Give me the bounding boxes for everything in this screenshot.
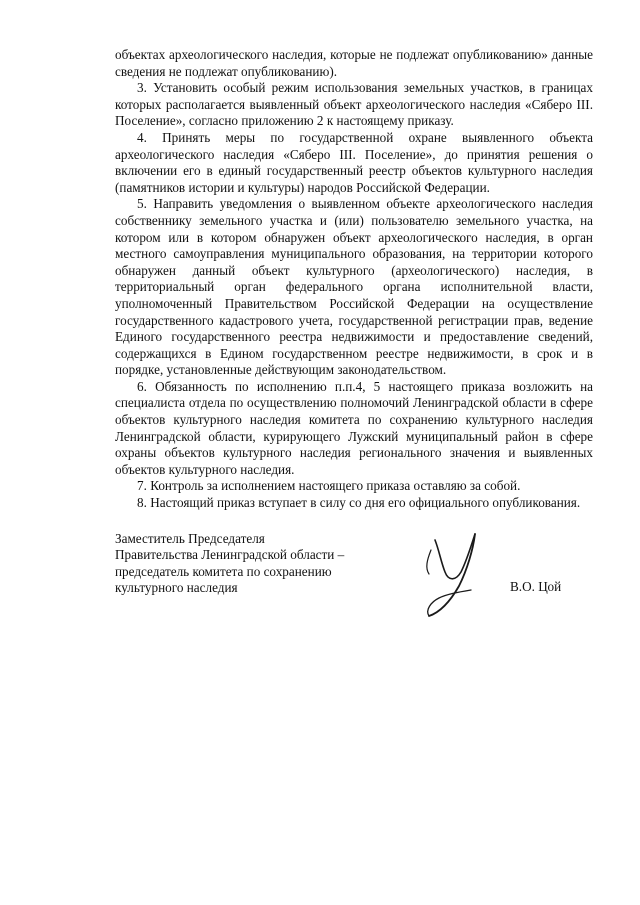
document-body: [115, 47, 593, 512]
signer-title-line: Заместитель Председателя: [115, 531, 265, 546]
signer-title: [115, 531, 375, 597]
paragraph-item-3: 3. Установить особый режим использования земельных участков, в границах которых располагается выявленный объект археологического наследия «Сяберо III. Поселение», согласно приложению 2 к настоящему приказу.: [115, 80, 593, 129]
signer-title-line: культурного наследия: [115, 580, 238, 596]
paragraph-item-8: 8. Настоящий приказ вступает в силу со дня его официального опубликования.: [137, 495, 581, 511]
paragraph-item-6: 6. Обязанность по исполнению п.п.4, 5 настоящего приказа возложить на специалиста отдела по осуществлению полномочий Ленинградской области в сфере объектов культурного наследия комитета по сохранению культурного наследия Ленинградской области, курирующего Лужский муниципальный район в сфере охраны объектов культурного наследия регионального значения и выявленных объектов культурного наследия.: [115, 378, 593, 477]
paragraph-item-5: 5. Направить уведомления о выявленном объекте археологического наследия собственнику земельного участка и (или) пользователю земельного участка, на котором или в котором обнаружен объект археологического наследия, в орган местного самоуправления муниципального образования, на территории которого обнаружен данный объект культурного (археологического) наследия, в территориальный орган федерального органа исполнительной власти, уполномоченный Правительством Российской Федерации на осуществление государственного кадастрового учета, государственной регистрации прав, ведение Единого государственного реестра недвижимости и предоставление сведений, содержащихся в Едином государственном реестре недвижимости, в срок и в порядке, установленные действующим законодательством.: [115, 196, 593, 378]
signature-block: [115, 531, 593, 611]
signer-title-line: Правительства Ленинградской области –: [115, 547, 345, 563]
paragraph-item-4: 4. Принять меры по государственной охране выявленного объекта археологического наследия «Сяберо III. Поселение», до принятия решения о включении его в единый государственный реестр объектов культурного наследия (памятников истории и культуры) народов Российской Федерации.: [115, 129, 593, 195]
signer-name: В.О. Цой: [510, 579, 562, 594]
paragraph-item-7: 7. Контроль за исполнением настоящего приказа оставляю за собой.: [137, 478, 521, 494]
paragraph-continuation: объектах археологического наследия, которые не подлежат опубликованию» данные сведения не подлежат опубликованию).: [115, 47, 593, 79]
handwritten-signature: [405, 520, 495, 620]
signer-title-line: председатель комитета по сохранению: [115, 563, 332, 579]
